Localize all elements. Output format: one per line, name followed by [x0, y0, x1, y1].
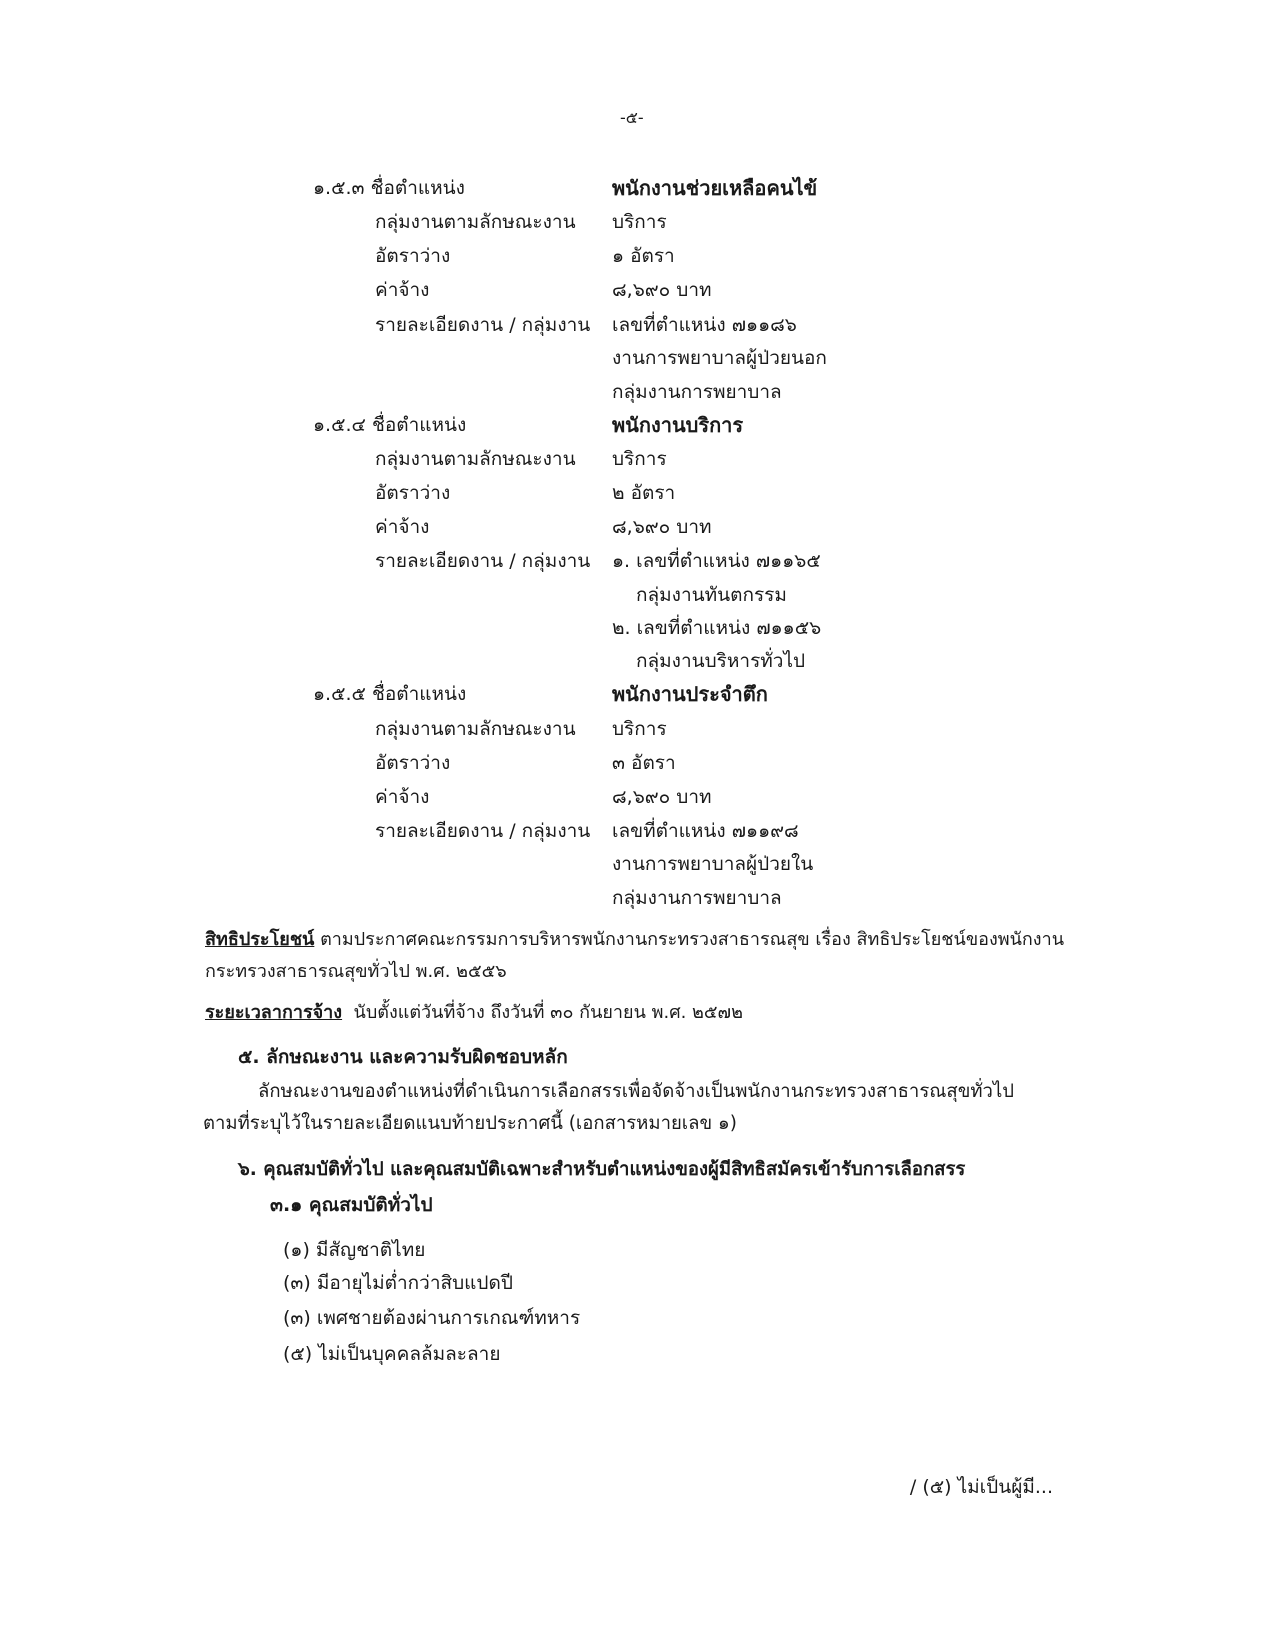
position-title: พนักงานบริการ: [612, 413, 744, 437]
value-detail: เลขที่ตำแหน่ง ๗๑๑๘๖: [612, 314, 797, 336]
section-5-para: ลักษณะงานของตำแหน่งที่ดำเนินการเลือกสรรเพื่อจัดจ้างเป็นพนักงานกระทรวงสาธารณสุขทั่วไป: [258, 1081, 1014, 1102]
section-5-para-2: ตามที่ระบุไว้ในรายละเอียดแนบท้ายประกาศนี้ (เอกสารหมายเลข ๑): [203, 1113, 737, 1134]
value-wage: ๘,๖๙๐ บาท: [612, 786, 712, 808]
position-number: ๑.๕.๔ ชื่อตำแหน่ง: [313, 414, 467, 436]
section-6-heading: ๖. คุณสมบัติทั่วไป และคุณสมบัติเฉพาะสำหรับตำแหน่งของผู้มีสิทธิสมัครเข้ารับการเลือกสรร: [238, 1159, 966, 1180]
value-detail: งานการพยาบาลผู้ป่วยนอก: [612, 347, 827, 369]
value-vacancies: ๓ อัตรา: [612, 752, 676, 774]
page-number: -๕-: [620, 108, 644, 127]
label-details: รายละเอียดงาน / กลุ่มงาน: [375, 820, 591, 842]
label-work-group: กลุ่มงานตามลักษณะงาน: [375, 718, 576, 740]
value-vacancies: ๒ อัตรา: [612, 482, 676, 504]
value-work-group: บริการ: [612, 448, 667, 470]
section-6-sub: ๓.๑ คุณสมบัติทั่วไป: [270, 1194, 433, 1216]
label-wage: ค่าจ้าง: [375, 786, 430, 808]
value-wage: ๘,๖๙๐ บาท: [612, 516, 712, 538]
value-work-group: บริการ: [612, 718, 667, 740]
value-detail: ๑. เลขที่ตำแหน่ง ๗๑๑๖๕: [612, 550, 821, 572]
label-work-group: กลุ่มงานตามลักษณะงาน: [375, 211, 576, 233]
label-vacancies: อัตราว่าง: [375, 482, 451, 504]
position-title: พนักงานช่วยเหลือคนไข้: [612, 176, 818, 200]
qualification-item: (๕) ไม่เป็นบุคคลล้มละลาย: [283, 1343, 501, 1365]
position-number: ๑.๕.๓ ชื่อตำแหน่ง: [313, 177, 465, 199]
position-number: ๑.๕.๕ ชื่อตำแหน่ง: [313, 683, 467, 705]
section-5-heading: ๕. ลักษณะงาน และความรับผิดชอบหลัก: [238, 1046, 568, 1068]
label-details: รายละเอียดงาน / กลุ่มงาน: [375, 550, 591, 572]
value-detail: เลขที่ตำแหน่ง ๗๑๑๙๘: [612, 820, 799, 842]
value-detail: กลุ่มงานบริหารทั่วไป: [636, 650, 806, 672]
label-wage: ค่าจ้าง: [375, 516, 430, 538]
label-details: รายละเอียดงาน / กลุ่มงาน: [375, 314, 591, 336]
value-wage: ๘,๖๙๐ บาท: [612, 279, 712, 301]
position-title: พนักงานประจำตึก: [612, 682, 768, 706]
value-detail: ๒. เลขที่ตำแหน่ง ๗๑๑๕๖: [612, 617, 822, 639]
label-work-group: กลุ่มงานตามลักษณะงาน: [375, 448, 576, 470]
value-detail: กลุ่มงานการพยาบาล: [612, 887, 782, 909]
label-vacancies: อัตราว่าง: [375, 752, 451, 774]
benefits-line-2: กระทรวงสาธารณสุขทั่วไป พ.ศ. ๒๕๕๖: [205, 961, 507, 982]
qualification-item: (๓) มีอายุไม่ต่ำกว่าสิบแปดปี: [283, 1272, 513, 1294]
value-detail: กลุ่มงานการพยาบาล: [612, 381, 782, 403]
footer-continuation: / (๕) ไม่เป็นผู้มี...: [909, 1476, 1053, 1498]
value-detail: งานการพยาบาลผู้ป่วยใน: [612, 853, 814, 875]
label-wage: ค่าจ้าง: [375, 279, 430, 301]
value-detail: กลุ่มงานทันตกรรม: [636, 584, 787, 606]
employment-period: ระยะเวลาการจ้าง นับตั้งแต่วันที่จ้าง ถึงวันที่ ๓๐ กันยายน พ.ศ. ๒๕๗๒: [205, 1002, 743, 1023]
value-vacancies: ๑ อัตรา: [612, 245, 675, 267]
qualification-item: (๓) เพศชายต้องผ่านการเกณฑ์ทหาร: [283, 1307, 581, 1329]
value-work-group: บริการ: [612, 211, 667, 233]
label-vacancies: อัตราว่าง: [375, 245, 451, 267]
qualification-item: (๑) มีสัญชาติไทย: [283, 1239, 426, 1261]
benefits-line: สิทธิประโยชน์ ตามประกาศคณะกรรมการบริหารพนักงานกระทรวงสาธารณสุข เรื่อง สิทธิประโยชน์ของพนักงาน: [205, 929, 1065, 950]
